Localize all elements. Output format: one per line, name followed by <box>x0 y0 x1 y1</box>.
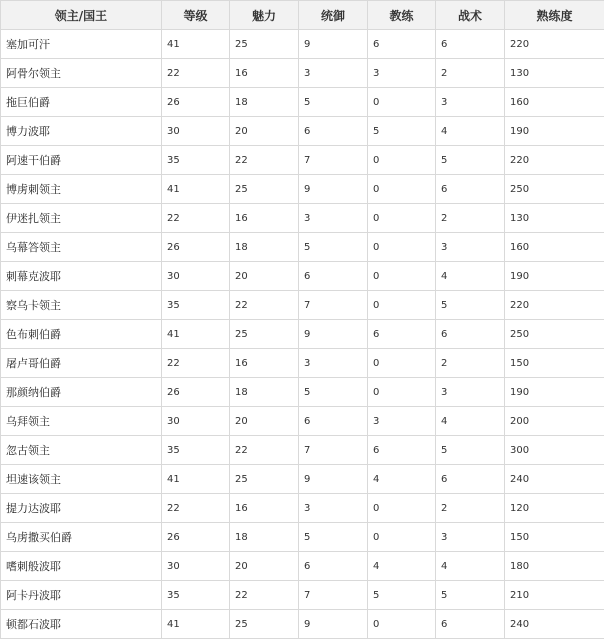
tactics-cell: 6 <box>436 610 505 639</box>
leadership-cell: 7 <box>299 436 368 465</box>
proficiency-cell: 150 <box>505 523 604 552</box>
trainer-cell: 0 <box>368 146 436 175</box>
lord-name-cell: 博力波耶 <box>1 117 162 146</box>
charm-cell: 22 <box>230 291 299 320</box>
trainer-cell: 0 <box>368 378 436 407</box>
leadership-cell: 5 <box>299 88 368 117</box>
proficiency-cell: 190 <box>505 378 604 407</box>
table-row <box>1 407 604 436</box>
charm-cell: 25 <box>230 30 299 59</box>
table-row <box>1 88 604 117</box>
charm-cell: 18 <box>230 523 299 552</box>
proficiency-cell: 150 <box>505 349 604 378</box>
lord-name-cell: 忽古领主 <box>1 436 162 465</box>
charm-cell: 25 <box>230 610 299 639</box>
level-cell: 26 <box>162 233 230 262</box>
level-cell: 41 <box>162 320 230 349</box>
charm-cell: 22 <box>230 581 299 610</box>
charm-cell: 16 <box>230 349 299 378</box>
lord-name-cell: 色布刺伯爵 <box>1 320 162 349</box>
tactics-cell: 6 <box>436 320 505 349</box>
lord-name-cell: 提力达波耶 <box>1 494 162 523</box>
lord-name-cell: 顿都石波耶 <box>1 610 162 639</box>
leadership-cell: 6 <box>299 407 368 436</box>
leadership-cell: 7 <box>299 146 368 175</box>
proficiency-cell: 210 <box>505 581 604 610</box>
charm-cell: 25 <box>230 465 299 494</box>
leadership-cell: 9 <box>299 175 368 204</box>
leadership-cell: 5 <box>299 233 368 262</box>
trainer-cell: 6 <box>368 320 436 349</box>
leadership-cell: 6 <box>299 552 368 581</box>
proficiency-cell: 190 <box>505 262 604 291</box>
trainer-cell: 0 <box>368 291 436 320</box>
tactics-cell: 6 <box>436 175 505 204</box>
level-cell: 26 <box>162 378 230 407</box>
leadership-cell: 3 <box>299 349 368 378</box>
level-cell: 22 <box>162 494 230 523</box>
leadership-cell: 9 <box>299 320 368 349</box>
tactics-cell: 2 <box>436 494 505 523</box>
trainer-cell: 0 <box>368 349 436 378</box>
leadership-cell: 6 <box>299 117 368 146</box>
proficiency-cell: 220 <box>505 146 604 175</box>
proficiency-cell: 250 <box>505 320 604 349</box>
level-cell: 30 <box>162 117 230 146</box>
leadership-cell: 5 <box>299 523 368 552</box>
charm-cell: 22 <box>230 146 299 175</box>
tactics-cell: 3 <box>436 523 505 552</box>
tactics-cell: 6 <box>436 30 505 59</box>
table-row <box>1 552 604 581</box>
trainer-cell: 3 <box>368 59 436 88</box>
tactics-cell: 4 <box>436 117 505 146</box>
table-row <box>1 610 604 639</box>
table-row <box>1 175 604 204</box>
tactics-cell: 3 <box>436 233 505 262</box>
proficiency-cell: 160 <box>505 88 604 117</box>
table-row <box>1 494 604 523</box>
trainer-cell: 4 <box>368 465 436 494</box>
level-cell: 41 <box>162 175 230 204</box>
tactics-cell: 5 <box>436 436 505 465</box>
table-row <box>1 523 604 552</box>
level-cell: 41 <box>162 30 230 59</box>
level-cell: 41 <box>162 465 230 494</box>
level-cell: 35 <box>162 436 230 465</box>
proficiency-cell: 250 <box>505 175 604 204</box>
level-cell: 35 <box>162 291 230 320</box>
header-proficiency: 熟练度 <box>505 1 604 30</box>
trainer-cell: 0 <box>368 175 436 204</box>
lord-name-cell: 那颜纳伯爵 <box>1 378 162 407</box>
lord-name-cell: 塞加可汗 <box>1 30 162 59</box>
table-body <box>1 30 604 639</box>
tactics-cell: 5 <box>436 146 505 175</box>
charm-cell: 18 <box>230 233 299 262</box>
charm-cell: 18 <box>230 88 299 117</box>
lord-name-cell: 博虏刺领主 <box>1 175 162 204</box>
lord-name-cell: 阿骨尔领主 <box>1 59 162 88</box>
header-row <box>1 1 604 30</box>
table-row <box>1 581 604 610</box>
table-row <box>1 436 604 465</box>
level-cell: 22 <box>162 204 230 233</box>
tactics-cell: 2 <box>436 349 505 378</box>
lord-name-cell: 拖巨伯爵 <box>1 88 162 117</box>
proficiency-cell: 300 <box>505 436 604 465</box>
charm-cell: 20 <box>230 117 299 146</box>
charm-cell: 16 <box>230 494 299 523</box>
level-cell: 26 <box>162 88 230 117</box>
header-leadership: 统御 <box>299 1 368 30</box>
tactics-cell: 3 <box>436 378 505 407</box>
proficiency-cell: 160 <box>505 233 604 262</box>
charm-cell: 18 <box>230 378 299 407</box>
charm-cell: 16 <box>230 59 299 88</box>
trainer-cell: 6 <box>368 436 436 465</box>
lord-name-cell: 阿卡丹波耶 <box>1 581 162 610</box>
trainer-cell: 0 <box>368 204 436 233</box>
level-cell: 41 <box>162 610 230 639</box>
tactics-cell: 3 <box>436 88 505 117</box>
lord-name-cell: 屠卢哥伯爵 <box>1 349 162 378</box>
charm-cell: 20 <box>230 552 299 581</box>
leadership-cell: 9 <box>299 465 368 494</box>
trainer-cell: 6 <box>368 30 436 59</box>
trainer-cell: 5 <box>368 581 436 610</box>
leadership-cell: 3 <box>299 59 368 88</box>
lord-name-cell: 刺幕克波耶 <box>1 262 162 291</box>
lord-name-cell: 乌虏撒买伯爵 <box>1 523 162 552</box>
table-row <box>1 30 604 59</box>
header-charm: 魅力 <box>230 1 299 30</box>
trainer-cell: 5 <box>368 117 436 146</box>
table-row <box>1 262 604 291</box>
tactics-cell: 4 <box>436 552 505 581</box>
leadership-cell: 7 <box>299 291 368 320</box>
tactics-cell: 2 <box>436 59 505 88</box>
table-row <box>1 349 604 378</box>
charm-cell: 16 <box>230 204 299 233</box>
level-cell: 30 <box>162 407 230 436</box>
lord-name-cell: 坦速该领主 <box>1 465 162 494</box>
header-tactics: 战术 <box>436 1 505 30</box>
leadership-cell: 3 <box>299 494 368 523</box>
leadership-cell: 3 <box>299 204 368 233</box>
trainer-cell: 3 <box>368 407 436 436</box>
table-row <box>1 233 604 262</box>
table-row <box>1 146 604 175</box>
table-row <box>1 378 604 407</box>
lord-name-cell: 乌幕答领主 <box>1 233 162 262</box>
proficiency-cell: 190 <box>505 117 604 146</box>
level-cell: 30 <box>162 552 230 581</box>
tactics-cell: 4 <box>436 407 505 436</box>
lord-name-cell: 伊迷扎领主 <box>1 204 162 233</box>
charm-cell: 20 <box>230 262 299 291</box>
lord-name-cell: 阿速干伯爵 <box>1 146 162 175</box>
lord-name-cell: 嗜刺般波耶 <box>1 552 162 581</box>
tactics-cell: 2 <box>436 204 505 233</box>
lord-name-cell: 乌拜领主 <box>1 407 162 436</box>
proficiency-cell: 240 <box>505 465 604 494</box>
leadership-cell: 6 <box>299 262 368 291</box>
proficiency-cell: 220 <box>505 30 604 59</box>
tactics-cell: 6 <box>436 465 505 494</box>
tactics-cell: 5 <box>436 581 505 610</box>
proficiency-cell: 120 <box>505 494 604 523</box>
trainer-cell: 0 <box>368 88 436 117</box>
header-trainer: 教练 <box>368 1 436 30</box>
leadership-cell: 9 <box>299 30 368 59</box>
leadership-cell: 5 <box>299 378 368 407</box>
header-level: 等级 <box>162 1 230 30</box>
level-cell: 30 <box>162 262 230 291</box>
table-row <box>1 320 604 349</box>
table-row <box>1 291 604 320</box>
trainer-cell: 0 <box>368 233 436 262</box>
trainer-cell: 4 <box>368 552 436 581</box>
charm-cell: 25 <box>230 175 299 204</box>
lord-name-cell: 察乌卡领主 <box>1 291 162 320</box>
proficiency-cell: 240 <box>505 610 604 639</box>
table-row <box>1 59 604 88</box>
header-lord: 领主/国王 <box>1 1 162 30</box>
table-row <box>1 204 604 233</box>
level-cell: 22 <box>162 59 230 88</box>
level-cell: 35 <box>162 581 230 610</box>
charm-cell: 22 <box>230 436 299 465</box>
trainer-cell: 0 <box>368 610 436 639</box>
proficiency-cell: 130 <box>505 59 604 88</box>
proficiency-cell: 200 <box>505 407 604 436</box>
level-cell: 22 <box>162 349 230 378</box>
leadership-cell: 7 <box>299 581 368 610</box>
level-cell: 26 <box>162 523 230 552</box>
table-row <box>1 117 604 146</box>
trainer-cell: 0 <box>368 523 436 552</box>
level-cell: 35 <box>162 146 230 175</box>
table-row <box>1 465 604 494</box>
trainer-cell: 0 <box>368 262 436 291</box>
proficiency-cell: 180 <box>505 552 604 581</box>
tactics-cell: 5 <box>436 291 505 320</box>
proficiency-cell: 130 <box>505 204 604 233</box>
proficiency-cell: 220 <box>505 291 604 320</box>
tactics-cell: 4 <box>436 262 505 291</box>
trainer-cell: 0 <box>368 494 436 523</box>
charm-cell: 20 <box>230 407 299 436</box>
leadership-cell: 9 <box>299 610 368 639</box>
charm-cell: 25 <box>230 320 299 349</box>
